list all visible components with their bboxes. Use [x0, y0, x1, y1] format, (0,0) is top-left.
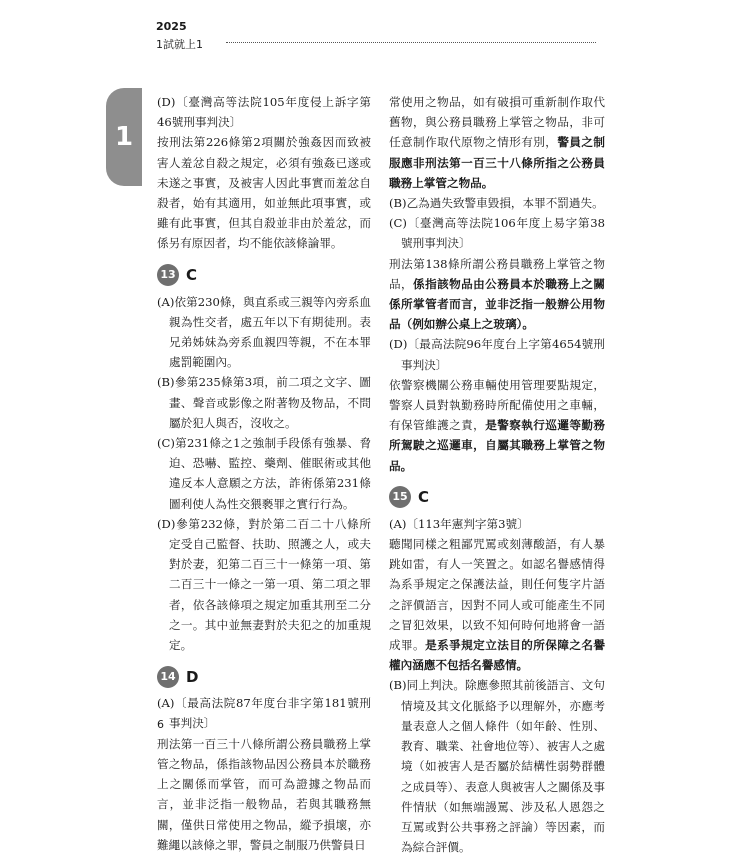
q14-c-text: 刑法第138條所謂公務員職務上掌管之物品， — [389, 256, 605, 291]
right-p1-bold: 警員之制服應非刑法第一百三十八條所指之公務員職務上掌管之物品。 — [389, 135, 605, 190]
running-header — [156, 20, 596, 51]
q14-option-a-head: (A)〔最高法院87年度台非字第181號刑事判決〕 — [157, 696, 371, 731]
header-chapter: 1試就上1 — [156, 38, 203, 51]
left-column — [157, 92, 371, 855]
question-13-header — [157, 262, 371, 289]
header-dotted-rule — [226, 42, 596, 43]
question-14-answer: D — [186, 667, 199, 686]
q14-option-c-head: (C)〔臺灣高等法院106年度上易字第38號刑事判決〕 — [389, 216, 605, 251]
q13-option-d: (D)參第232條，對於第二百二十八條所定受自己監督、扶助、照護之人，或夫對於妻，犯第二百三十一條第一項、第二百三十一條之一第一項、第二項之罪者，依各該條項之規定加重其刑至二分之一。其中並無妻對於夫犯之的加重規定。 — [157, 516, 371, 653]
header-year: 2025 — [156, 20, 187, 33]
question-13-number: 13 — [157, 264, 179, 286]
q14-option-b: (B)乙為過失致警車毀損，本罪不罰過失。 — [389, 196, 604, 211]
q14-option-d-body — [389, 375, 605, 476]
q13-option-c: (C)第231條之1之強制手段係有強暴、脅迫、恐嚇、監控、藥劑、催眠術或其他違反本人意願之方法，詐術係第231條圖利使人為性交猥褻罪之實行行為。 — [157, 436, 371, 511]
left-p1: (D)〔臺灣高等法院105年度侵上訴字第46號刑事判決〕 — [157, 95, 371, 130]
q15-option-a-body — [389, 534, 605, 675]
right-p1-text: 常使用之物品，如有破損可重新制作取代舊物，與公務員職務上掌管之物品，非可任意制作取代原物之情形有別， — [389, 95, 605, 150]
q14-option-c-body — [389, 254, 605, 335]
q14-d-bold: 是警察執行巡邏等勤務所駕駛之巡邏車，自屬其職務上掌管之物品。 — [389, 418, 605, 473]
q14-option-a-body: 刑法第一百三十八條所謂公務員職務上掌管之物品，係指該物品因公務員本於職務上之關係而掌管，而可為證據之物品而言，並非泛指一般物品，若與其職務無關，僅供日常使用之物品，縱予損壞，亦難繩以該條之罪，警員之制服乃供警員日 — [157, 736, 371, 852]
question-15-number: 15 — [389, 486, 411, 508]
q14-option-d-head: (D)〔最高法院96年度台上字第4654號刑事判決〕 — [389, 337, 605, 372]
question-15-header — [389, 484, 605, 511]
q13-option-a: (A)依第230條，與直系或三親等內旁系血親為性交者，處五年以下有期徒刑。表兄弟姊妹為旁系血親四等親，不在本罪處罰範圍內。 — [157, 294, 371, 370]
page-number: 6 — [157, 718, 164, 731]
header-chapter-row — [156, 33, 596, 51]
question-13-answer: C — [186, 266, 198, 285]
q15-option-b: (B)同上判決。除應參照其前後語言、文句情境及其文化脈絡予以理解外，亦應考量表意人之個人條件（如年齡、性別、教育、職業、社會地位等）、被害人之處境（如被害人是否屬於結構性弱勢群體之成員等）、表意人與被害人之關係及事件情狀（如無端謾罵、涉及私人恩怨之互罵或對公共事務之評論）等因素，而為綜合評價。 — [389, 678, 605, 855]
q14-c-bold: 係指該物品由公務員本於職務上之關係所掌管者而言，並非泛指一般辦公用物品（例如辦公桌上之玻璃）。 — [389, 276, 605, 332]
q13-option-b: (B)參第235條第3項，前二項之文字、圖畫、聲音或影像之附著物及物品，不問屬於犯人與否，沒收之。 — [157, 375, 371, 430]
chapter-tab: 1 — [106, 88, 142, 186]
q15-a-text: 聽聞同樣之粗鄙咒罵或刻薄酸語，有人暴跳如雷，有人一笑置之。如認名譽感情得為系爭規定之保護法益，則任何隻字片語之評價語言，因對不同人或可能產生不同之冒犯效果，以致不知何時何地將會一語成罪。 — [389, 537, 605, 653]
left-p2: 按刑法第226條第2項關於強姦因而致被害人羞忿自殺之規定，必須有強姦已遂或未遂之事實，及被害人因此事實而羞忿自殺者，始有其適用，如並無此項事實，或雖有此事實，但其自殺並非由於羞忿，而係另有原因者，均不能依該條論罪。 — [157, 135, 371, 251]
right-p1 — [389, 92, 605, 193]
right-column — [389, 92, 605, 857]
q14-d-text: 依警察機關公務車輛使用管理要點規定，警察人員對執勤務時所配備使用之車輛，有保管維護之責， — [389, 377, 605, 433]
q15-a-bold: 是系爭規定立法目的所保障之名譽權內涵應不包括名譽感情。 — [389, 638, 605, 673]
q15-option-a-head: (A)〔113年憲判字第3號〕 — [389, 516, 529, 531]
question-15-answer: C — [418, 488, 430, 507]
question-14-header — [157, 663, 371, 690]
question-14-number: 14 — [157, 666, 179, 688]
